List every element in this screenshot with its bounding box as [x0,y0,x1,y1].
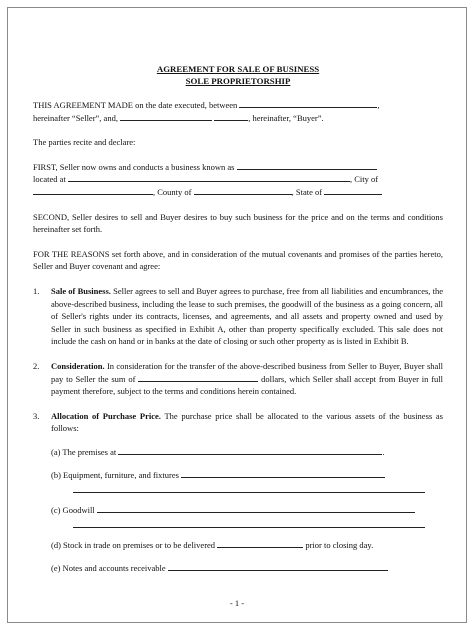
allocation-b-label: (b) Equipment, furniture, and fixtures [51,470,179,481]
intro-paragraph: THIS AGREEMENT MADE on the date executed, between , hereinafter “Seller”, and, , hereinafter, “Buyer”. [33,100,380,123]
seller-name-blank [239,99,377,108]
document-body [33,64,443,575]
first-text-a: FIRST, Seller now owns and conducts a business known as [33,161,235,172]
allocation-c [33,504,443,517]
first-text-d: , County of [153,186,192,197]
intro-text-c: , hereinafter, “Buyer”. [248,112,324,123]
reasons-paragraph: FOR THE REASONS set forth above, and in consideration of the mutual covenants and promises of the parties hereto, Seller and Buyer covenant and agree: [33,248,443,272]
county-blank [194,186,292,195]
recite-line: The parties recite and declare: [33,137,136,148]
price-blank [138,373,258,382]
equipment-blank [181,469,385,478]
allocation-c-label: (c) Goodwill [51,505,95,516]
section-3-heading: Allocation of Purchase Price. [51,410,161,421]
second-paragraph: SECOND, Seller desires to sell and Buyer desires to buy such business for the price and on the terms and conditions hereinafter set forth. [33,211,443,235]
section-3-body: The purchase price shall be allocated to the various assets of the business as follows: [51,410,443,434]
document-page [7,7,467,623]
section-2-heading: Consideration. [51,360,105,371]
section-1 [33,285,443,348]
goodwill-blank [97,504,415,513]
section-1-number: 1. [33,285,40,296]
goodwill-blank-line-2 [73,519,425,528]
buyer-name-blank-2 [214,112,248,121]
business-name-blank [237,161,377,170]
allocation-a-label: (a) The premises at [51,446,117,457]
title-line-2: SOLE PROPRIETORSHIP [185,75,291,86]
allocation-d-tail: prior to closing day. [305,539,374,550]
location-blank [68,173,350,182]
intro-text-b: hereinafter “Seller”, and, [33,112,118,123]
section-2-text-a: In consideration for the transfer of the above-described business from Seller to Buyer, Buyer shall pay to Seller the sum of [51,360,444,384]
section-3-number: 3. [33,410,40,421]
allocation-d [33,539,443,552]
allocation-e [33,562,443,575]
first-text-e: , State of [291,186,323,197]
first-text-c: , City of [349,174,379,185]
title-line-1: AGREEMENT FOR SALE OF BUSINESS [156,64,320,74]
first-paragraph [33,161,443,199]
page-number: - 1 - [229,598,245,608]
allocation-e-label: (e) Notes and accounts receivable [51,563,166,574]
buyer-name-blank [120,112,212,121]
section-3 [33,410,443,435]
intro-text-a: THIS AGREEMENT MADE on the date executed, between [33,100,238,110]
section-1-body: Seller agrees to sell and Buyer agrees to purchase, free from all liabilities and encumbrances, the above-described business, including the lease to such premises, the goodwill of the business as a going concern, all of Seller's rights under its contracts, licenses, and agreements, and all assets and property owned and used by Seller in such business as specified in Exhibit A, other than property specifically excluded. This sale does not include the cash on hand or in banks at the date of closing or such other property as is listed in Exhibit B. [51,285,444,347]
section-2 [33,360,443,398]
section-2-text-b: dollars, which Seller shall accept from Buyer in full payment therefore, subject to the terms and conditions herein contained. [51,373,444,397]
stock-blank [217,539,303,548]
premises-blank [118,446,382,455]
allocation-a: (a) The premises at . [51,446,385,457]
equipment-blank-line-2 [73,484,425,493]
state-blank [324,186,382,195]
first-text-b: located at [33,174,66,185]
receivables-blank [168,562,388,571]
allocation-d-label: (d) Stock in trade on premises or to be delivered [51,539,216,550]
section-2-number: 2. [33,360,40,371]
city-blank [33,186,153,195]
section-1-heading: Sale of Business. [51,285,111,296]
allocation-b [33,469,443,482]
